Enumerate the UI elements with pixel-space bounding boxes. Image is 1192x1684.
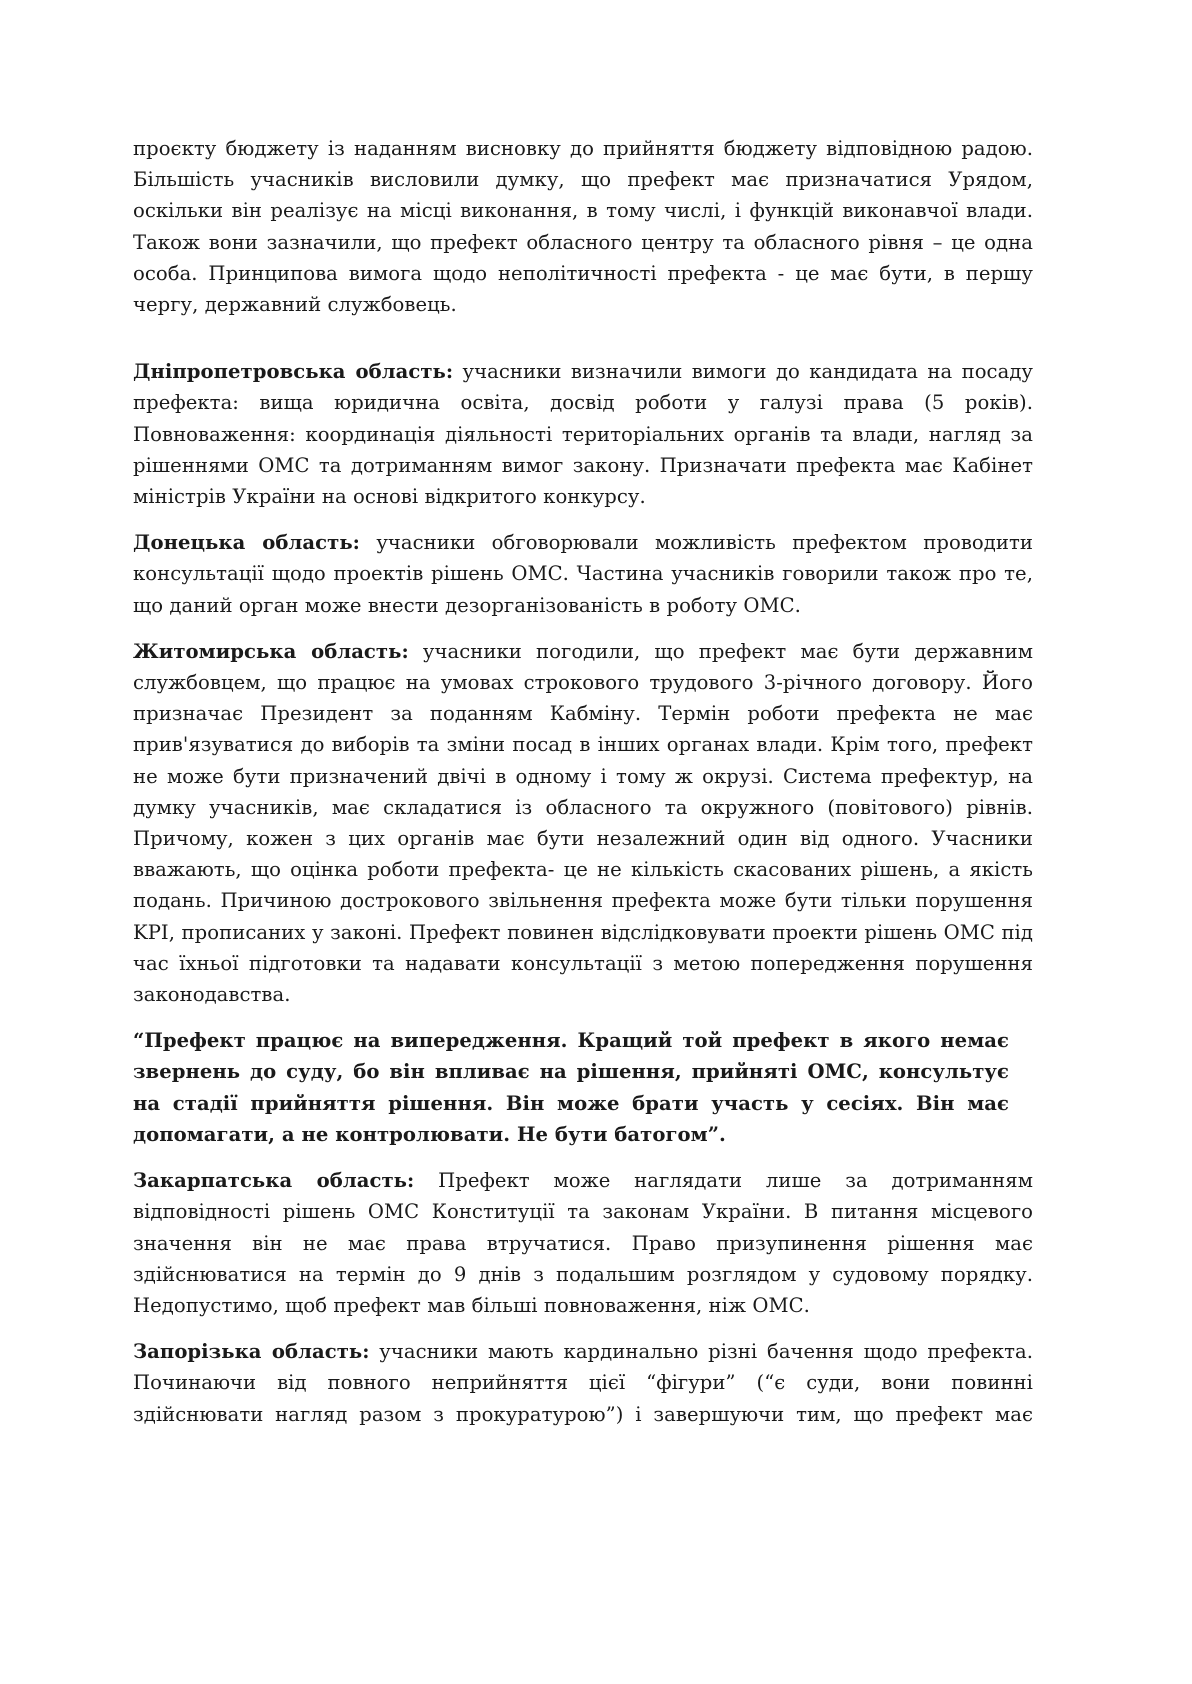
paragraph-zakarpattia bbox=[133, 1165, 1033, 1321]
paragraph-intro bbox=[133, 133, 1033, 320]
region-heading: Донецька область: bbox=[133, 531, 360, 555]
paragraph-zaporizhzhia bbox=[133, 1336, 1033, 1430]
paragraph-text: учасники визначили вимоги до кандидата на посаду префекта: вища юридична освіта, досвід роботи у галузі права (5 років). Повноваження: координація діяльності територіальних органів та влади, нагляд за рішеннями ОМС та дотриманням вимог закону. Призначати префекта має Кабінет міністрів України на основі відкритого конкурсу. bbox=[133, 360, 1034, 509]
region-heading: Житомирська область: bbox=[133, 639, 409, 663]
region-heading: Дніпропетровська область: bbox=[133, 360, 454, 384]
quote-block bbox=[133, 1025, 1009, 1150]
paragraph-text: учасники мають кардинально різні бачення щодо префекта. Починаючи від повного неприйняття цієї “фігури” (“є суди, вони повинні здійснювати нагляд разом з прокуратурою”) і завершуючи тим, що префект має bbox=[133, 1340, 1033, 1426]
paragraph-zhytomyr bbox=[133, 636, 1033, 1010]
paragraph-dnipropetrovsk bbox=[133, 356, 1033, 512]
paragraph-text: учасники погодили, що префект має бути державним службовцем, що працює на умовах строкового трудового 3-річного договору. Його призначає Президент за поданням Кабміну. Термін роботи префекта не має прив'язуватися до виборів та зміни посад в інших органах влади. Крім того, префект не може бути призначений двічі в одному і тому ж окрузі. Система префектур, на думку учасників, має складатися із обласного та окружного (повітового) рівнів. Причому, кожен з цих органів має бути незалежний один від одного. Учасники вважають, що оцінка роботи префекта- це не кількість скасованих рішень, а якість подань. Причиною дострокового звільнення префекта може бути тільки порушення KPI, прописаних у законі. Префект повинен відслідковувати проекти рішень ОМС під час їхньої підготовки та надавати консультації з метою попередження порушення законодавства. bbox=[133, 639, 1033, 1007]
paragraph-donetsk bbox=[133, 527, 1033, 621]
document-page bbox=[133, 133, 1033, 1430]
quote-text: “Префект працює на випередження. Кращий той префект в якого немає звернень до суду, бо він впливає на рішення, прийняті ОМС, консультує на стадії прийняття рішення. Він може брати участь у сесіях. Він має допомагати, а не контролювати. Не бути батогом”. bbox=[133, 1029, 1009, 1146]
paragraph-text: Префект може наглядати лише за дотриманням відповідності рішень ОМС Конституції та законам України. В питання місцевого значення він не має права втручатися. Право призупинення рішення має здійснюватися на термін до 9 днів з подальшим розглядом у судовому порядку. Недопустимо, щоб префект мав більші повноваження, ніж ОМС. bbox=[133, 1169, 1033, 1317]
paragraph-text: учасники обговорювали можливість префектом проводити консультації щодо проектів рішень ОМС. Частина учасників говорили також про те, що даний орган може внести дезорганізованість в роботу ОМС. bbox=[133, 531, 1033, 617]
region-heading: Запорізька область: bbox=[133, 1340, 370, 1364]
paragraph-text: проєкту бюджету із наданням висновку до прийняття бюджету відповідною радою. Більшість учасників висловили думку, що префект має призначатися Урядом, оскільки він реалізує на місці виконання, в тому числі, і функцій виконавчої влади. Також вони зазначили, що префект обласного центру та обласного рівня – це одна особа. Принципова вимога щодо неполітичності префекта - це має бути, в першу чергу, державний службовець. bbox=[133, 137, 1033, 317]
region-heading: Закарпатська область: bbox=[133, 1169, 415, 1193]
